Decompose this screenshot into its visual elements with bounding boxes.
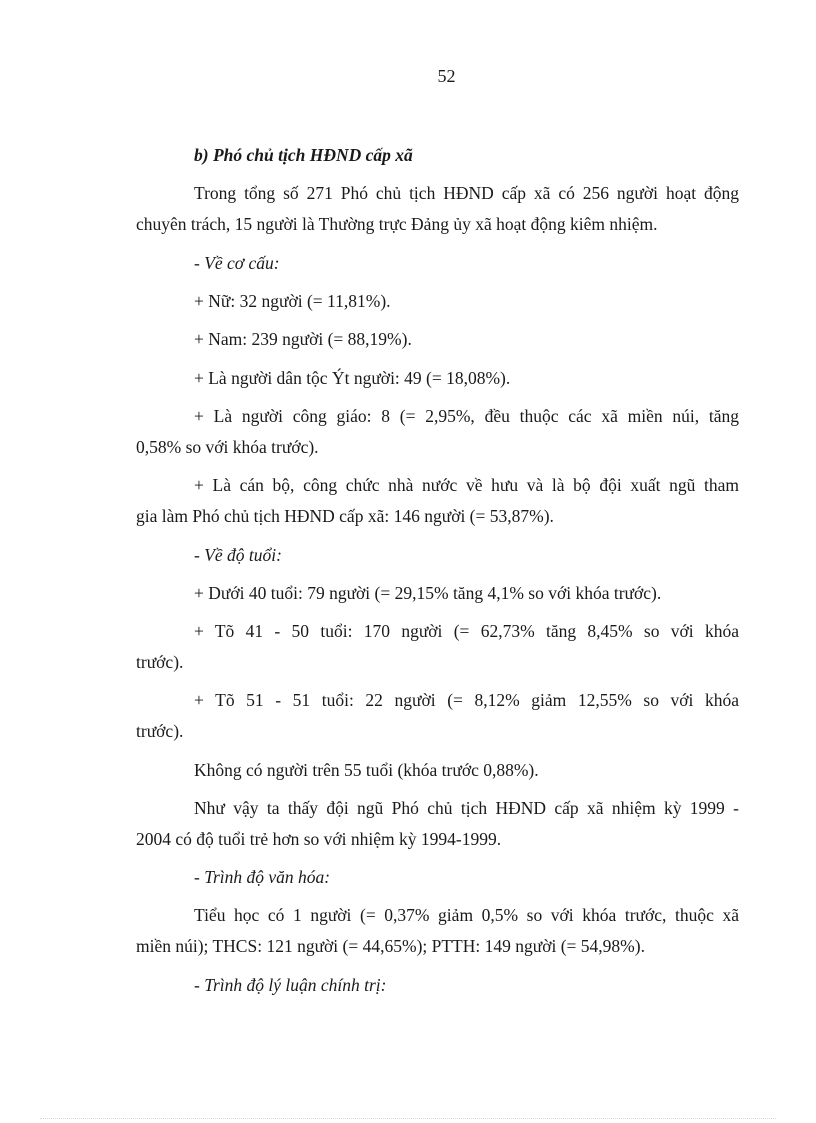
list-item: + Tõ 41 - 50 tuổi: 170 người (= 62,73% tăng 8,45% so với khóa — [194, 621, 739, 641]
paragraph-line: chuyên trách, 15 người là Thường trực Đảng ủy xã hoạt động kiêm nhiệm. — [136, 214, 658, 234]
list-item: + Là cán bộ, công chức nhà nước về hưu và là bộ đội xuất ngũ tham — [194, 475, 739, 495]
page-number: 52 — [437, 66, 456, 86]
subsection-label: - Trình độ văn hóa: — [194, 867, 331, 887]
paragraph-line: miền núi); THCS: 121 người (= 44,65%); PTTH: 149 người (= 54,98%). — [136, 936, 645, 956]
list-item: + Nữ: 32 người (= 11,81%). — [194, 291, 391, 311]
page-bottom-divider — [40, 1118, 776, 1119]
list-item: + Tõ 51 - 51 tuổi: 22 người (= 8,12% giảm 12,55% so với khóa — [194, 690, 739, 710]
list-item: + Dưới 40 tuổi: 79 người (= 29,15% tăng 4,1% so với khóa trước). — [194, 583, 662, 603]
list-item-continuation: 0,58% so với khóa trước). — [136, 437, 319, 457]
list-item: + Là người công giáo: 8 (= 2,95%, đều thuộc các xã miền núi, tăng — [194, 406, 739, 426]
list-item: + Nam: 239 người (= 88,19%). — [194, 329, 412, 349]
paragraph-line: Như vậy ta thấy đội ngũ Phó chủ tịch HĐND cấp xã nhiệm kỳ 1999 - — [194, 798, 739, 818]
section-heading: b) Phó chủ tịch HĐND cấp xã — [194, 145, 413, 165]
list-item-continuation: trước). — [136, 652, 184, 672]
list-item-continuation: trước). — [136, 721, 184, 741]
subsection-label: - Về cơ cấu: — [194, 253, 280, 273]
list-item-continuation: gia làm Phó chủ tịch HĐND cấp xã: 146 người (= 53,87%). — [136, 506, 554, 526]
subsection-label: - Trình độ lý luận chính trị: — [194, 975, 387, 995]
list-item: + Là người dân tộc Ýt người: 49 (= 18,08%). — [194, 368, 511, 388]
subsection-label: - Về độ tuổi: — [194, 545, 282, 565]
paragraph-line: Trong tổng số 271 Phó chủ tịch HĐND cấp xã có 256 người hoạt động — [194, 183, 739, 203]
paragraph-line: 2004 có độ tuổi trẻ hơn so với nhiệm kỳ 1994-1999. — [136, 829, 502, 849]
paragraph-line: Không có người trên 55 tuổi (khóa trước 0,88%). — [194, 760, 539, 780]
paragraph-line: Tiểu học có 1 người (= 0,37% giảm 0,5% so với khóa trước, thuộc xã — [194, 905, 739, 925]
